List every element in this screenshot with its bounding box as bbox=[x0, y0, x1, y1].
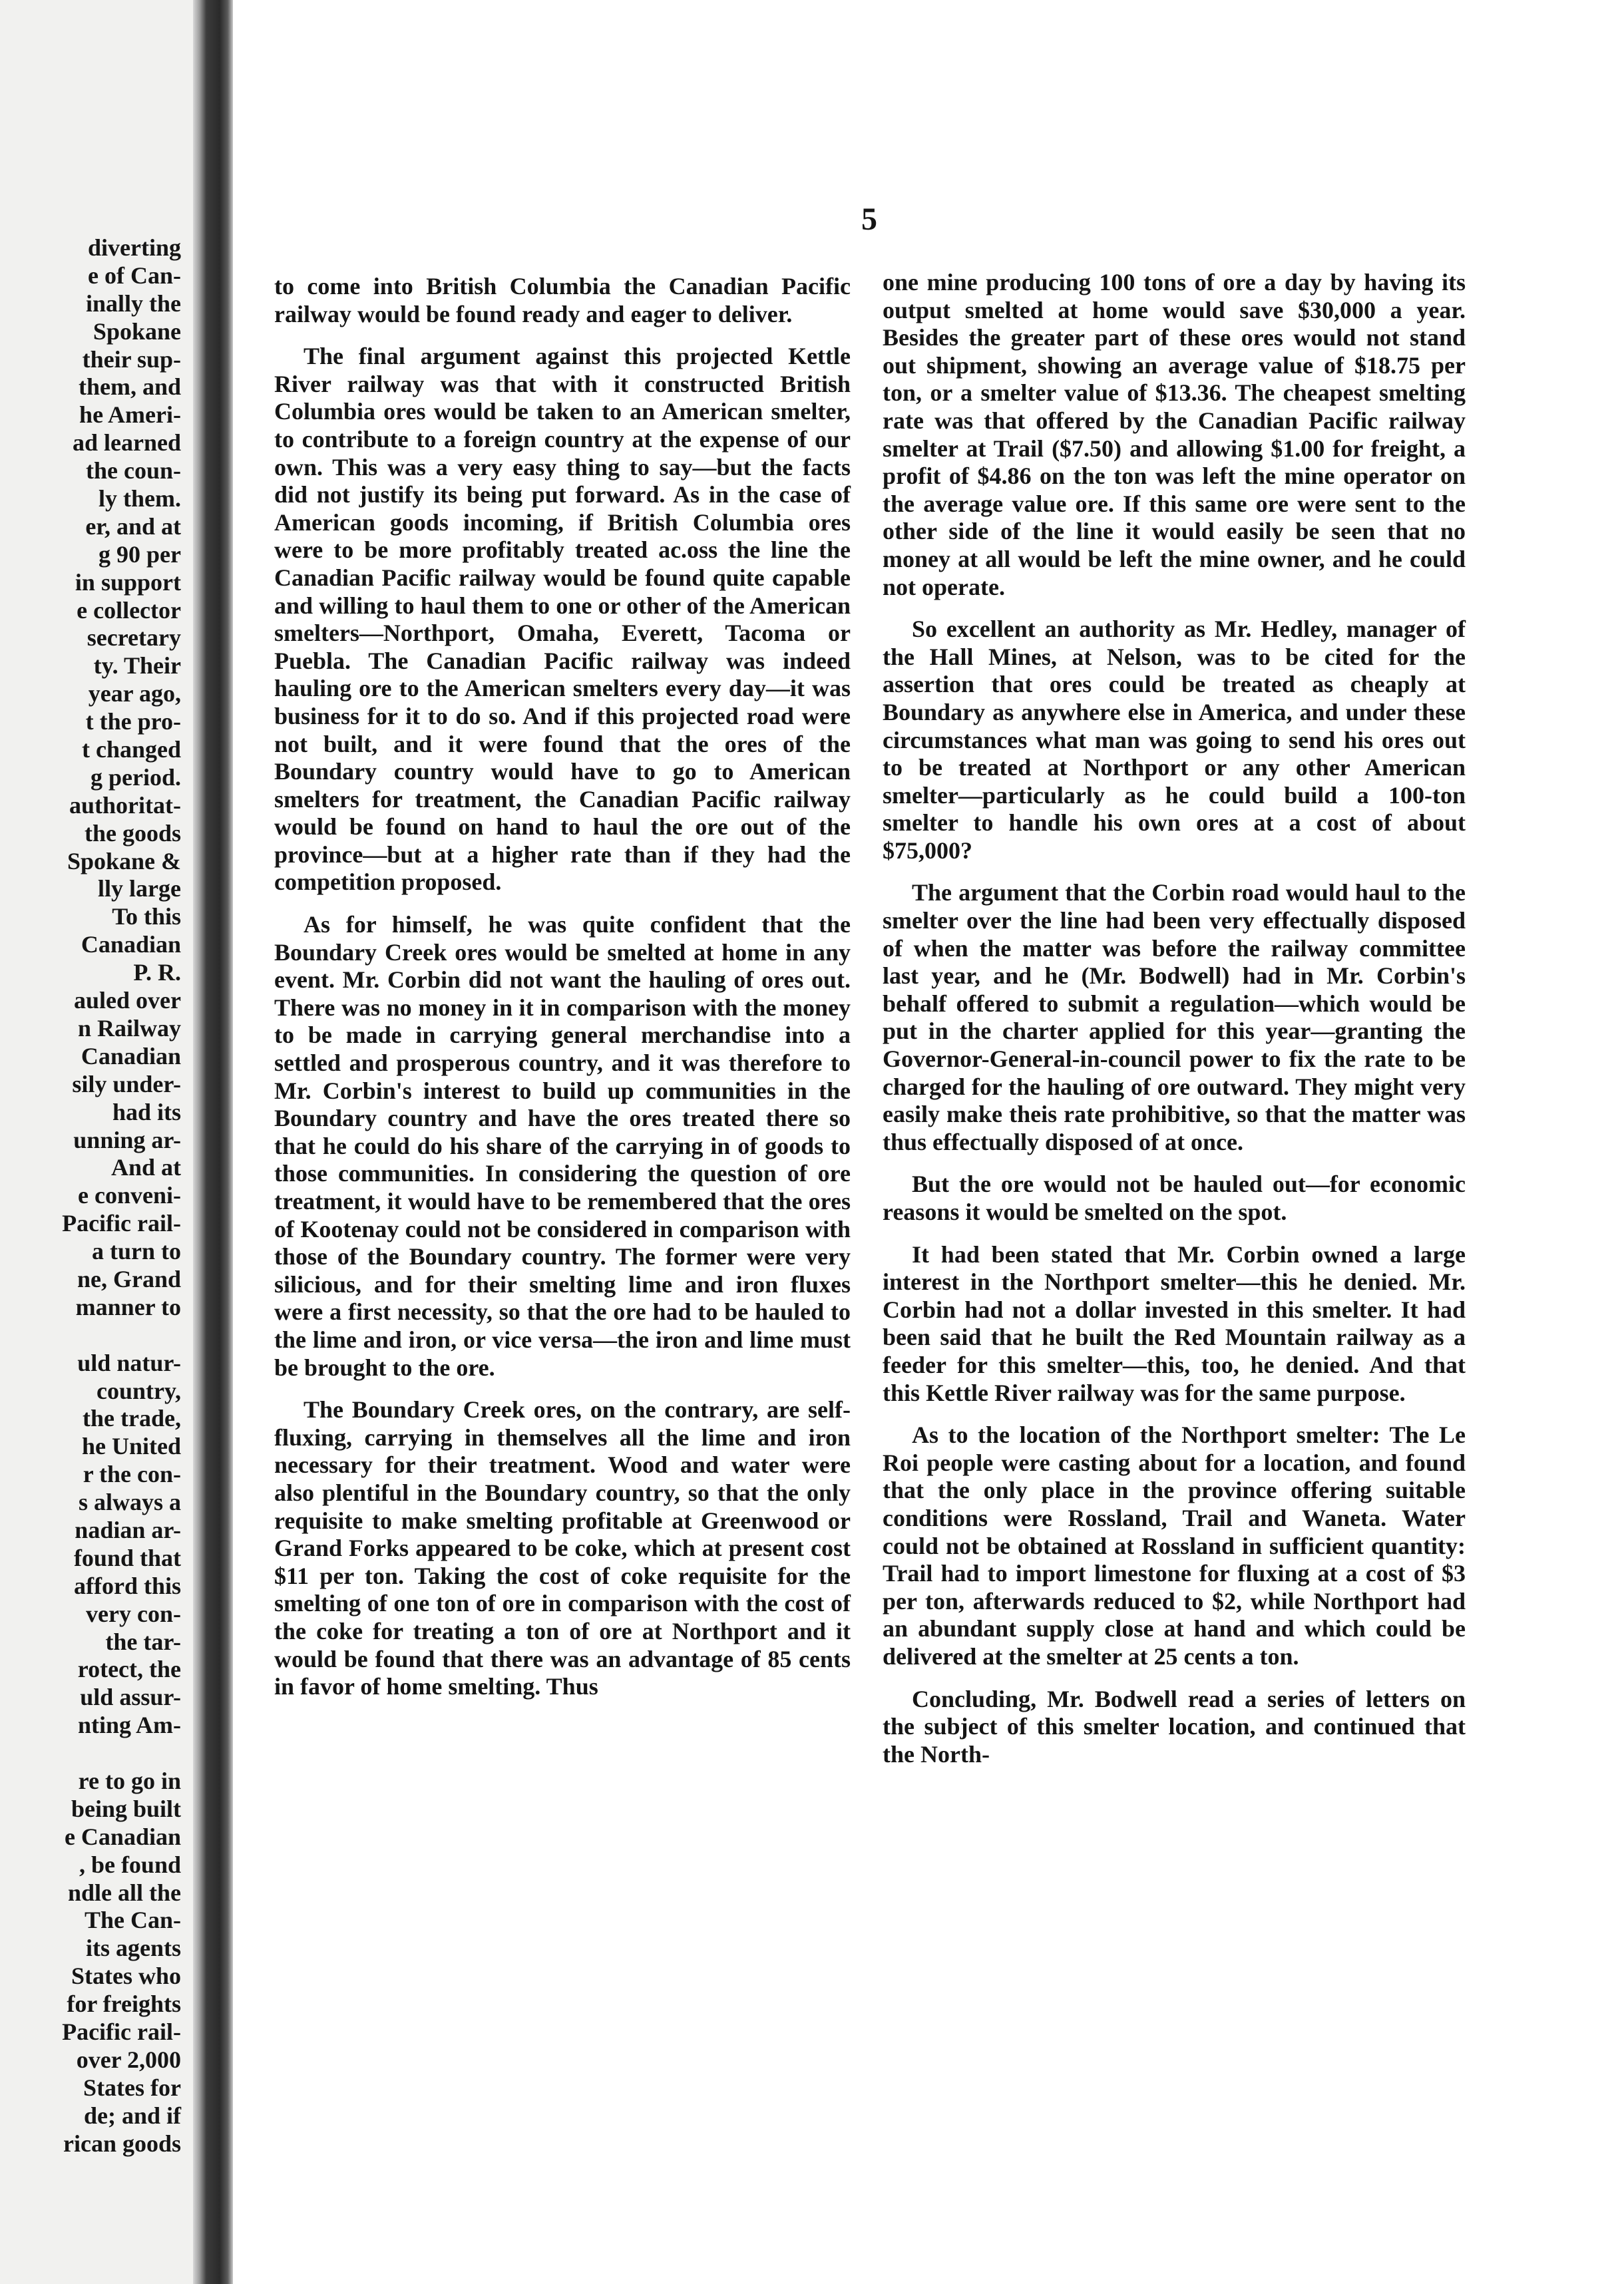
facing-page-line: e Canadian bbox=[64, 1823, 181, 1850]
facing-page-line: ndle all the bbox=[67, 1879, 181, 1906]
facing-page-line: rican goods bbox=[63, 2130, 181, 2157]
paragraph: Concluding, Mr. Bodwell read a series of letters on the subject of this smelter location, and continued that the North- bbox=[883, 1685, 1466, 1768]
facing-page-line: s always a bbox=[78, 1489, 181, 1516]
facing-page-line: e of Can- bbox=[88, 262, 181, 289]
facing-page-line: year ago, bbox=[88, 680, 181, 707]
facing-page-line: g period. bbox=[90, 763, 181, 791]
facing-page-line: sily under- bbox=[72, 1070, 181, 1097]
facing-page-line: ne, Grand bbox=[77, 1265, 181, 1292]
facing-page-line: country, bbox=[96, 1377, 181, 1404]
facing-page-line: afford this bbox=[74, 1572, 181, 1599]
facing-page-line: had its bbox=[112, 1098, 181, 1125]
paragraph: one mine producing 100 tons of ore a day by having its output smelted at home would save $30,000 a year. Besides the greater part of these ores would not stand out shipment, showing an average value of $18.75 per ton, or a smelter value of $13.36. The cheapest smelting rate was that offered by the Canadian Pacific railway smelter at Trail ($7.50) and allowing $1.00 for freight, a profit of $4.86 on the ton was left the mine operator on the average value ore. If this same ore were sent to the other side of the line it would easily be seen that no money at all would be left the mine owner, and he could not operate. bbox=[883, 269, 1466, 600]
facing-page-line: he United bbox=[81, 1433, 181, 1460]
text-column-right bbox=[883, 269, 1466, 1783]
facing-page-line: the tar- bbox=[105, 1628, 181, 1655]
facing-page-line: diverting bbox=[88, 234, 181, 261]
paragraph: The Boundary Creek ores, on the contrary, are self-fluxing, carrying in themselves all the lime and iron necessary for their treatment. Wood and water were also plentiful in the Boundary country, so that the only requisite to make smelting profitable at Greenwood or Grand Forks appeared to be coke, which at present cost $11 per ton. Taking the cost of coke requisite for the smelting of one ton of ore in comparison with the cost of the coke for treating a ton of ore at Northport and it would be found that there was an advantage of 85 cents in favor of home smelting. Thus bbox=[274, 1396, 851, 1700]
facing-page-line: Spokane bbox=[93, 317, 181, 345]
paragraph: As to the location of the Northport smelter: The Le Roi people were casting about for a location, and found that the only place in the province offering suitable conditions were Rossland, Trail and Waneta. Water could not be obtained at Rossland in sufficient quantity: Trail had to import limestone for fluxing at a cost of $3 per ton, afterwards reduced to $2, while Northport had an abundant supply close at hand and which could be delivered at the smelter at 25 cents a ton. bbox=[883, 1422, 1466, 1670]
facing-page-line: ly them. bbox=[99, 485, 181, 512]
facing-page-line: P. R. bbox=[133, 959, 181, 986]
facing-page-line: the goods bbox=[84, 819, 181, 847]
facing-page-line: de; and if bbox=[83, 2102, 181, 2129]
book-gutter bbox=[193, 0, 233, 2284]
paragraph: So excellent an authority as Mr. Hedley, manager of the Hall Mines, at Nelson, was to be cited for the assertion that ores could be treated as cheaply at Boundary as anywhere else in America, and under these circumstances what man was going to send his ores out to be treated at Northport or any other American smelter—particularly as he could build a 100-ton smelter to handle his own ores at a cost of about $75,000? bbox=[883, 616, 1466, 864]
facing-page-line: the trade, bbox=[83, 1405, 181, 1432]
facing-page-line: for freights bbox=[67, 1991, 181, 2018]
facing-page-line: very con- bbox=[86, 1600, 181, 1627]
facing-page-line: over 2,000 bbox=[76, 2046, 181, 2073]
facing-page-line: a turn to bbox=[92, 1238, 181, 1265]
facing-page-line: e conveni- bbox=[78, 1182, 181, 1209]
facing-page-line: re to go in bbox=[78, 1767, 181, 1794]
facing-page-line: in support bbox=[75, 568, 181, 596]
facing-page-fragment bbox=[0, 0, 193, 2284]
facing-page-line: er, and at bbox=[85, 512, 181, 540]
facing-page-line: nting Am- bbox=[77, 1712, 181, 1739]
facing-page-line: n Railway bbox=[77, 1014, 181, 1042]
facing-page-line: And at bbox=[110, 1154, 181, 1181]
facing-page-line: the coun- bbox=[86, 457, 181, 484]
facing-page-line: r the con- bbox=[83, 1461, 181, 1488]
facing-page-line: t the pro- bbox=[85, 708, 181, 735]
text-column-middle bbox=[274, 273, 851, 1716]
facing-page-line: Pacific rail- bbox=[62, 1210, 181, 1237]
facing-page-line bbox=[62, 1740, 181, 1768]
paragraph: The final argument against this projected Kettle River railway was that with it constructed British Columbia ores would be taken to an American smelter, to contribute to a foreign country at the expense of our own. This was a very easy thing to say—but the facts did not justify its being put forward. As in the case of American goods incoming, if British Columbia ores were to be more profitably treated ac.oss the line the Canadian Pacific railway would be found quite capable and willing to haul them to one or other of the American smelters—Northport, Omaha, Everett, Tacoma or Puebla. The Canadian Pacific railway was indeed hauling ore to the American smelters every day—it was business for it to do so. And if this projected road were not built, and it were found that the ores of the Boundary country would have to go to American smelters for treatment, the Canadian Pacific railway would be found on hand to haul the ore out of the province—but at a higher rate than if they had the competition proposed. bbox=[274, 343, 851, 896]
facing-page-line: ty. Their bbox=[93, 652, 181, 679]
facing-page-line: he Ameri- bbox=[79, 401, 181, 429]
facing-page-line: auled over bbox=[74, 987, 181, 1014]
facing-page-line: Canadian bbox=[81, 1042, 181, 1069]
facing-page-line: unning ar- bbox=[73, 1126, 181, 1153]
facing-page-line: found that bbox=[73, 1544, 181, 1571]
facing-page-line: them, and bbox=[78, 373, 181, 401]
facing-page-line: uld assur- bbox=[80, 1684, 181, 1711]
facing-page-line: authoritat- bbox=[69, 791, 181, 819]
facing-page-text bbox=[62, 234, 181, 2158]
facing-page-line: secretary bbox=[87, 624, 181, 652]
paragraph: As for himself, he was quite confident that the Boundary Creek ores would be smelted at home in any event. Mr. Corbin did not want the hauling of ores out. There was no money in it in comparison with the money to be made in carrying general merchandise into a settled and prosperous country, and it was therefore to Mr. Corbin's interest to build up communities in the Boundary country and have the ores treated there so that he could do his share of the carrying in of goods to those communities. In considering the question of ore treatment, it would have to be remembered that the ores of Kootenay could not be considered in comparison with those of the Boundary country. The former were very silicious, and for their smelting lime and iron fluxes were a first necessity, so that the ore had to be hauled to the lime and iron, or vice versa—the iron and lime must be brought to the ore. bbox=[274, 911, 851, 1381]
paragraph: It had been stated that Mr. Corbin owned a large interest in the Northport smelter—this he denied. Mr. Corbin had not a dollar invested in this smelter. It had been said that he built the Red Mountain railway as a feeder for this smelter—this, too, he denied. And that this Kettle River railway was for the same purpose. bbox=[883, 1240, 1466, 1406]
facing-page-line: Canadian bbox=[81, 931, 181, 958]
paragraph: to come into British Columbia the Canadian Pacific railway would be found ready and eager to deliver. bbox=[274, 273, 851, 327]
facing-page-line: lly large bbox=[98, 875, 181, 902]
facing-page-line: t changed bbox=[81, 736, 181, 763]
facing-page-line: ad learned bbox=[72, 429, 181, 457]
facing-page-line: States for bbox=[83, 2074, 181, 2101]
facing-page-line: , be found bbox=[79, 1851, 181, 1878]
facing-page-line: manner to bbox=[75, 1293, 181, 1320]
page-number: 5 bbox=[861, 202, 877, 237]
facing-page-line: Pacific rail- bbox=[62, 2018, 181, 2045]
facing-page-line: being built bbox=[71, 1795, 181, 1822]
facing-page-line: their sup- bbox=[82, 345, 181, 373]
facing-page-line: inally the bbox=[85, 289, 181, 317]
facing-page-line: g 90 per bbox=[99, 540, 181, 568]
facing-page-line: uld natur- bbox=[77, 1349, 181, 1376]
paragraph: The argument that the Corbin road would haul to the smelter over the line had been very effectually disposed of when the matter was before the railway committee last year, and he (Mr. Bodwell) had in Mr. Corbin's behalf offered to submit a regulation—which would be put in the charter applied for this year—granting the Governor-General-in-council power to fix the rate to be charged for the hauling of ore outward. They might very easily make theis rate prohibitive, so that the matter was thus effectually disposed of at once. bbox=[883, 879, 1466, 1155]
facing-page-line: The Can- bbox=[84, 1907, 181, 1934]
facing-page-line: nadian ar- bbox=[75, 1516, 181, 1543]
facing-page-line: To this bbox=[112, 903, 181, 930]
facing-page-line: States who bbox=[71, 1963, 181, 1990]
paragraph: But the ore would not be hauled out—for economic reasons it would be smelted on the spot. bbox=[883, 1171, 1466, 1225]
facing-page-line: Spokane & bbox=[67, 847, 181, 874]
facing-page-line: its agents bbox=[86, 1935, 181, 1962]
facing-page-line: e collector bbox=[77, 596, 181, 624]
facing-page-line: rotect, the bbox=[77, 1656, 181, 1683]
facing-page-line bbox=[62, 1322, 181, 1350]
